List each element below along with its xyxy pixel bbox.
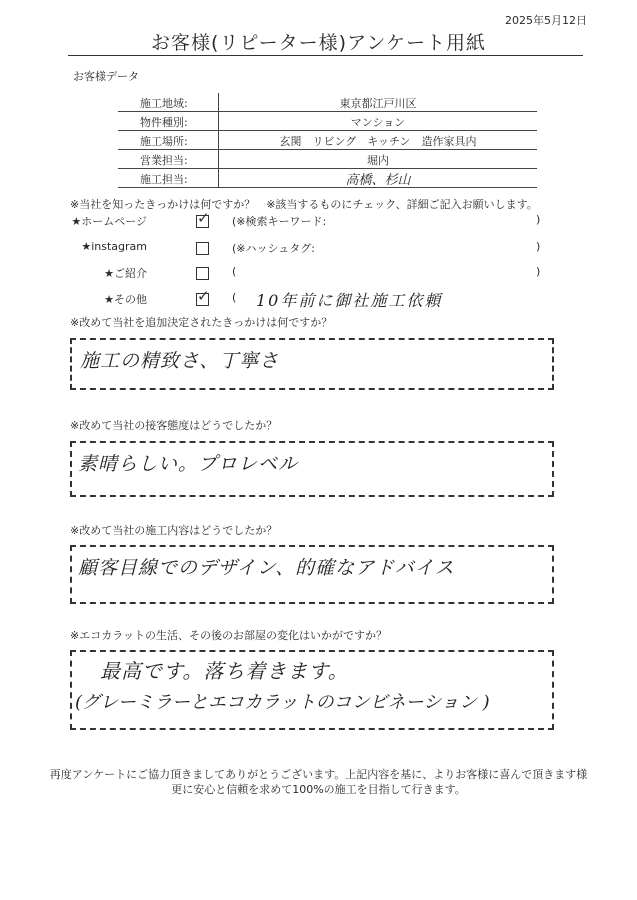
- customer-row-sales-rep: [118, 150, 537, 169]
- answer-box-work-content: [70, 545, 554, 604]
- footer-message: [0, 767, 637, 797]
- customer-data-heading: お客様データ: [73, 70, 139, 83]
- footer-line-1: 再度アンケートにご協力頂きましてありがとうございます。上記内容を基に、よりお客様に喜んで頂きます様: [49, 768, 588, 781]
- answer-box-deciding-factor: [70, 338, 554, 390]
- option-paren-close: ): [536, 265, 541, 278]
- question-deciding-factor: ※改めて当社を追加決定されたきっかけは何ですか？: [70, 316, 333, 329]
- option-detail: (※検索キーワード:: [232, 215, 327, 228]
- title-underline: [68, 55, 583, 56]
- check-mark-icon: ✓: [197, 209, 210, 227]
- check-mark-icon: ✓: [197, 287, 210, 305]
- page-title: お客様(リピーター様)アンケート用紙: [151, 32, 486, 54]
- option-label: ★ホームページ: [71, 215, 147, 228]
- question-ecocarat-life: ※エコカラットの生活、その後のお部屋の変化はいかがですか？: [70, 629, 387, 642]
- customer-row-installer: [118, 169, 537, 188]
- footer-line-2: 更に安心と信頼を求めて100%の施工を目指して行きます。: [171, 783, 466, 796]
- option-other: [0, 287, 637, 310]
- option-instagram: [0, 240, 637, 256]
- row-value: 東京都江戸川区: [339, 97, 417, 110]
- row-value-handwritten: 高橋、杉山: [345, 173, 411, 188]
- question-how-found: ※当社を知ったきっかけは何ですか？ ※該当するものにチェック、詳細ご記入お願いします。: [70, 198, 538, 211]
- question-work-content: ※改めて当社の施工内容はどうでしたか？: [70, 524, 278, 537]
- checkbox-referral[interactable]: [196, 267, 209, 280]
- option-homepage: [0, 209, 637, 229]
- option-detail: (※ハッシュタグ:: [232, 242, 315, 255]
- answer-box-ecocarat-life: [70, 650, 554, 730]
- row-label: 施工担当:: [140, 173, 188, 186]
- customer-row-area: [118, 93, 537, 112]
- option-label: ★instagram: [81, 240, 147, 253]
- answer-handwritten: 素晴らしい。プロレベル: [78, 453, 299, 475]
- option-label: ★その他: [104, 293, 147, 306]
- row-label: 施工場所:: [140, 135, 188, 148]
- answer-handwritten-line2: (グレーミラーとエコカラットのコンビネーション ): [75, 692, 490, 713]
- row-label: 施工地域:: [140, 97, 188, 110]
- customer-row-location: [118, 131, 537, 150]
- customer-data-table: [118, 93, 537, 188]
- checkbox-instagram[interactable]: [196, 242, 209, 255]
- answer-box-service-attitude: [70, 441, 554, 497]
- customer-row-property-type: [118, 112, 537, 131]
- answer-handwritten-line1: 最高です。落ち着きます。: [100, 659, 349, 683]
- row-label: 物件種別:: [140, 116, 188, 129]
- other-note-handwritten: 10年前に御社施工依頼: [256, 291, 443, 310]
- option-label: ★ご紹介: [104, 267, 147, 280]
- row-label: 営業担当:: [140, 154, 188, 167]
- question-service-attitude: ※改めて当社の接客態度はどうでしたか？: [70, 419, 278, 432]
- option-referral: [0, 265, 637, 281]
- row-value: 玄関 リビング キッチン 造作家具内: [279, 135, 477, 148]
- row-value: マンション: [350, 116, 406, 129]
- option-paren-close: ): [536, 213, 541, 226]
- row-value: 堀内: [367, 154, 389, 167]
- answer-handwritten: 顧客目線でのデザイン、的確なアドバイス: [78, 557, 455, 579]
- answer-handwritten: 施工の精致さ、丁寧さ: [80, 350, 280, 372]
- option-detail: (: [232, 291, 237, 304]
- option-detail: (: [232, 265, 237, 278]
- option-paren-close: ): [536, 240, 541, 253]
- survey-date: 2025年5月12日: [505, 14, 587, 27]
